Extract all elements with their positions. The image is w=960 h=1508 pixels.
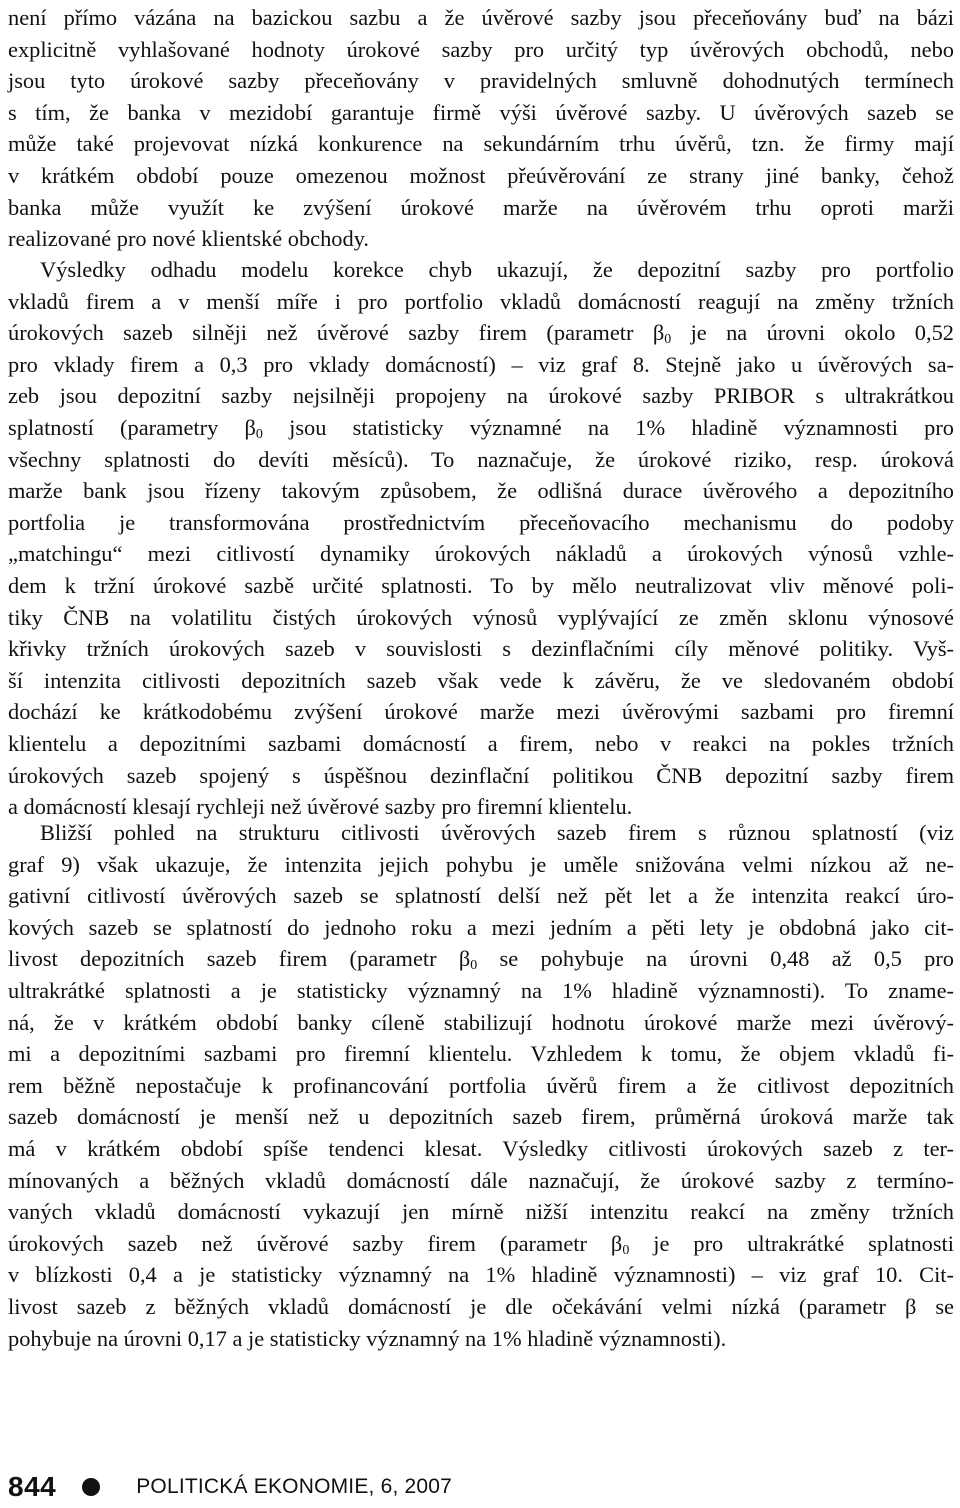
subscript: 0	[470, 958, 478, 974]
text-run: je pro ultrakrátké splatnosti	[629, 1230, 954, 1256]
text-line: vkladů firem a v menší míře i pro portfolio vkladů domácností reagují na změny tržních	[8, 288, 954, 314]
text-line: „matchingu“ mezi citlivostí dynamiky úrokových nákladů a úrokových výnosů vzhle-	[8, 541, 954, 567]
paragraph-3	[8, 817, 954, 1354]
text-run: úrokových sazeb silněji než úvěrové sazby firem (parametr β	[8, 320, 665, 346]
text-line	[8, 1228, 954, 1260]
text-line: vaných vkladů domácností vykazují jen mírně nižší intenzitu reakcí na změny tržních	[8, 1199, 954, 1225]
text-line: není přímo vázána na bazickou sazbu a že úvěrové sazby jsou přeceňovány buď na bázi	[8, 5, 954, 30]
text-line	[8, 317, 954, 349]
text-line: v blízkosti 0,4 a je statisticky významný na 1% hladině významnosti) – viz graf 10. Cit-	[8, 1262, 954, 1288]
text-line: kových sazeb se splatností do jednoho roku a mezi jedním a pěti lety je obdobná jako cit-	[8, 914, 954, 940]
text-line: pohybuje na úrovni 0,17 a je statisticky významný na 1% hladině významnosti).	[8, 1325, 727, 1351]
text-run: splatností (parametry β	[8, 414, 256, 440]
text-line: může také projevovat nízká konkurence na sekundárním trhu úvěrů, tzn. že firmy mají	[8, 131, 954, 157]
text-line: mínovaných a běžných vkladů domácností dále naznačují, že úrokové sazby z termíno-	[8, 1167, 954, 1193]
bullet-icon	[82, 1478, 100, 1496]
subscript: 0	[622, 1242, 630, 1258]
text-line: ná, že v krátkém období banky cíleně stabilizují hodnotu úrokové marže mezi úvěrový-	[8, 1009, 954, 1035]
text-run: je na úrovni okolo 0,52	[671, 320, 954, 346]
text-line: marže bank jsou řízeny takovým způsobem, že odlišná durace úvěrového a depozitního	[8, 478, 954, 504]
text-line: všechny splatnosti do devíti měsíců). To naznačuje, že úrokové riziko, resp. úroková	[8, 446, 954, 472]
paragraph-1	[8, 2, 954, 255]
text-line: s tím, že banka v mezidobí garantuje firmě výši úvěrové sazby. U úvěrových sazeb se	[8, 99, 954, 125]
text-line	[8, 412, 954, 444]
text-line: dem k tržní úrokové sazbě určité splatnosti. To by mělo neutralizovat vliv měnové poli-	[8, 572, 954, 598]
text-line: rem běžně nepostačuje k profinancování portfolia úvěrů firem a že citlivost depozitních	[8, 1072, 954, 1098]
text-line: explicitně vyhlašované hodnoty úrokové sazby pro určitý typ úvěrových obchodů, nebo	[8, 36, 954, 62]
text-run: jsou statisticky významné na 1% hladině významnosti pro	[262, 414, 954, 440]
text-line	[8, 943, 954, 975]
journal-citation: POLITICKÁ EKONOMIE, 6, 2007	[136, 1475, 453, 1498]
paragraph-2	[8, 254, 954, 823]
text-line: sazeb domácností je menší než u depozitních sazeb firem, průměrná úroková marže tak	[8, 1104, 954, 1130]
text-line: křivky tržních úrokových sazeb v souvislosti s dezinflačními cíly měnové politiky. Vyš-	[8, 636, 954, 662]
text-line: dochází ke krátkodobému zvýšení úrokové marže mezi úvěrovými sazbami pro firemní	[8, 699, 954, 725]
text-line: úrokových sazeb spojený s úspěšnou dezinflační politikou ČNB depozitní sazby firem	[8, 762, 954, 788]
text-line: klientelu a depozitními sazbami domácností a firem, nebo v reakci na pokles tržních	[8, 730, 954, 756]
subscript: 0	[664, 332, 672, 348]
text-line: zeb jsou depozitní sazby nejsilněji propojeny na úrokové sazby PRIBOR s ultrakrátkou	[8, 383, 954, 409]
text-line: ší intenzita citlivosti depozitních sazeb však vede k závěru, že ve sledovaném období	[8, 667, 954, 693]
text-line: mi a depozitními sazbami pro firemní klientelu. Vzhledem k tomu, že objem vkladů fi-	[8, 1041, 954, 1067]
text-line: realizované pro nové klientské obchody.	[8, 226, 370, 252]
text-line: livost sazeb z běžných vkladů domácností je dle očekávání velmi nízká (parametr β se	[8, 1293, 954, 1319]
text-line: tiky ČNB na volatilitu čistých úrokových výnosů vyplývající ze změn sklonu výnosové	[8, 604, 954, 630]
text-line: Bližší pohled na strukturu citlivosti úvěrových sazeb firem s různou splatností (viz	[40, 820, 954, 845]
text-line: Výsledky odhadu modelu korekce chyb ukazují, že depozitní sazby pro portfolio	[40, 257, 954, 282]
page-number: 844	[8, 1471, 57, 1502]
text-line: a domácností klesají rychleji než úvěrové sazby pro firemní klientelu.	[8, 794, 633, 820]
page-footer	[8, 1467, 948, 1507]
text-line: pro vklady firem a 0,3 pro vklady domácností) – viz graf 8. Stejně jako u úvěrových sa-	[8, 351, 954, 377]
text-line: graf 9) však ukazuje, že intenzita jejich pohybu je uměle snižována velmi nízkou až ne-	[8, 851, 954, 877]
subscript: 0	[255, 426, 263, 442]
text-line: jsou tyto úrokové sazby přeceňovány v pravidelných smluvně dohodnutých termínech	[8, 68, 954, 94]
text-run: se pohybuje na úrovni 0,48 až 0,5 pro	[477, 946, 954, 972]
text-line: gativní citlivostí úvěrových sazeb se splatností delší než pět let a že intenzita reakcí úro-	[8, 883, 954, 909]
text-line: portfolia je transformována prostřednictvím přeceňovacího mechanismu do podoby	[8, 509, 954, 535]
text-line: má v krátkém období spíše tendenci klesat. Výsledky citlivosti úrokových sazeb z ter-	[8, 1135, 954, 1161]
text-line: v krátkém období pouze omezenou možnost přeúvěrování ze strany jiné banky, čehož	[8, 162, 954, 188]
text-line: ultrakrátké splatnosti a je statisticky významný na 1% hladině významnosti). To zname-	[8, 977, 954, 1003]
text-line: banka může využít ke zvýšení úrokové marže na úvěrovém trhu oproti marži	[8, 194, 954, 220]
text-run: livost depozitních sazeb firem (parametr β	[8, 946, 471, 972]
text-run: úrokových sazeb než úvěrové sazby firem (parametr β	[8, 1230, 623, 1256]
